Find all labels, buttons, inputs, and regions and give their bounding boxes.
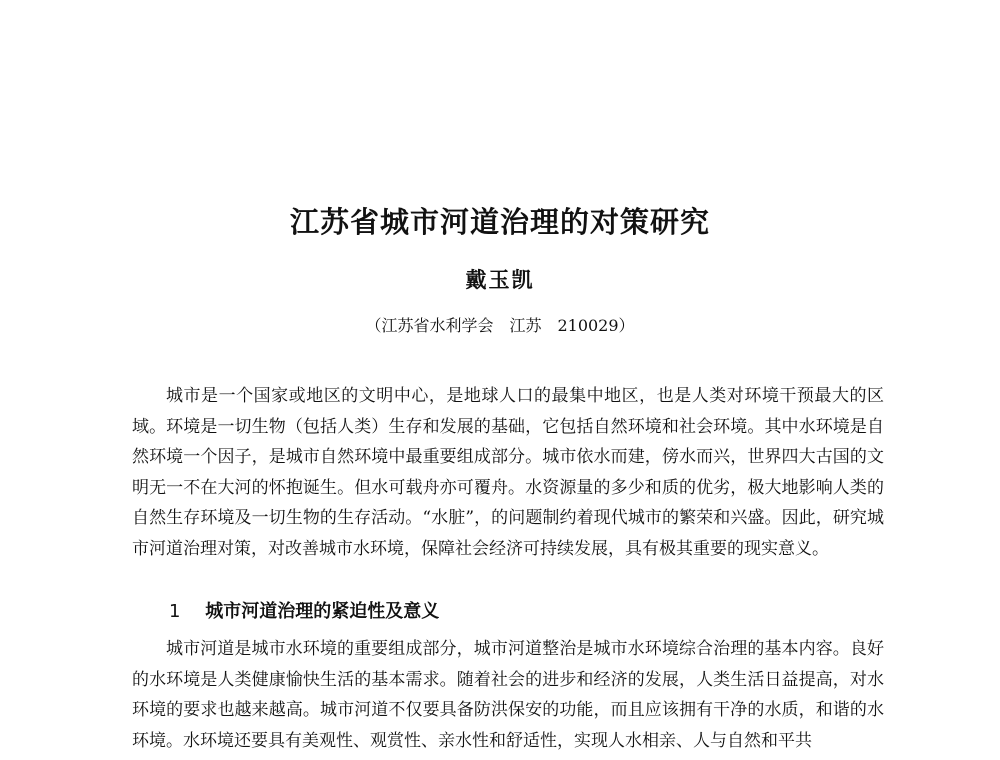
section-1-heading bbox=[169, 598, 439, 626]
section-title: 城市河道治理的紧迫性及意义 bbox=[205, 601, 440, 622]
intro-paragraph: 城市是一个国家或地区的文明中心，是地球人口的最集中地区，也是人类对环境干预最大的区域。环境是一切生物（包括人类）生存和发展的基础，它包括自然环境和社会环境。其中水环境是自然环境一个因子，是城市自然环境中最重要组成部分。城市依水而建，傍水而兴，世界四大古国的文明无一不在大河的怀抱诞生。但水可载舟亦可覆舟。水资源量的多少和质的优劣，极大地影响人类的自然生存环境及一切生物的生存活动。“水脏”，的问题制约着现代城市的繁荣和兴盛。因此，研究城市河道治理对策，对改善城市水环境，保障社会经济可持续发展，具有极其重要的现实意义。 bbox=[132, 386, 884, 559]
section-number: 1 bbox=[169, 601, 181, 622]
author-affiliation: （江苏省水利学会 江苏 210029） bbox=[365, 316, 635, 335]
author-name: 戴玉凯 bbox=[465, 267, 535, 292]
section-1-paragraph: 城市河道是城市水环境的重要组成部分，城市河道整治是城市水环境综合治理的基本内容。良好的水环境是人类健康愉快生活的基本需求。随着社会的进步和经济的发展，人类生活日益提高，对水环境的要求也越来越高。城市河道不仅要具备防洪保安的功能，而且应该拥有干净的水质，和谐的水环境。水环境还要具有美观性、观赏性、亲水性和舒适性，实现人水相亲、人与自然和平共 bbox=[132, 639, 884, 751]
paper-title: 江苏省城市河道治理的对策研究 bbox=[289, 205, 710, 240]
